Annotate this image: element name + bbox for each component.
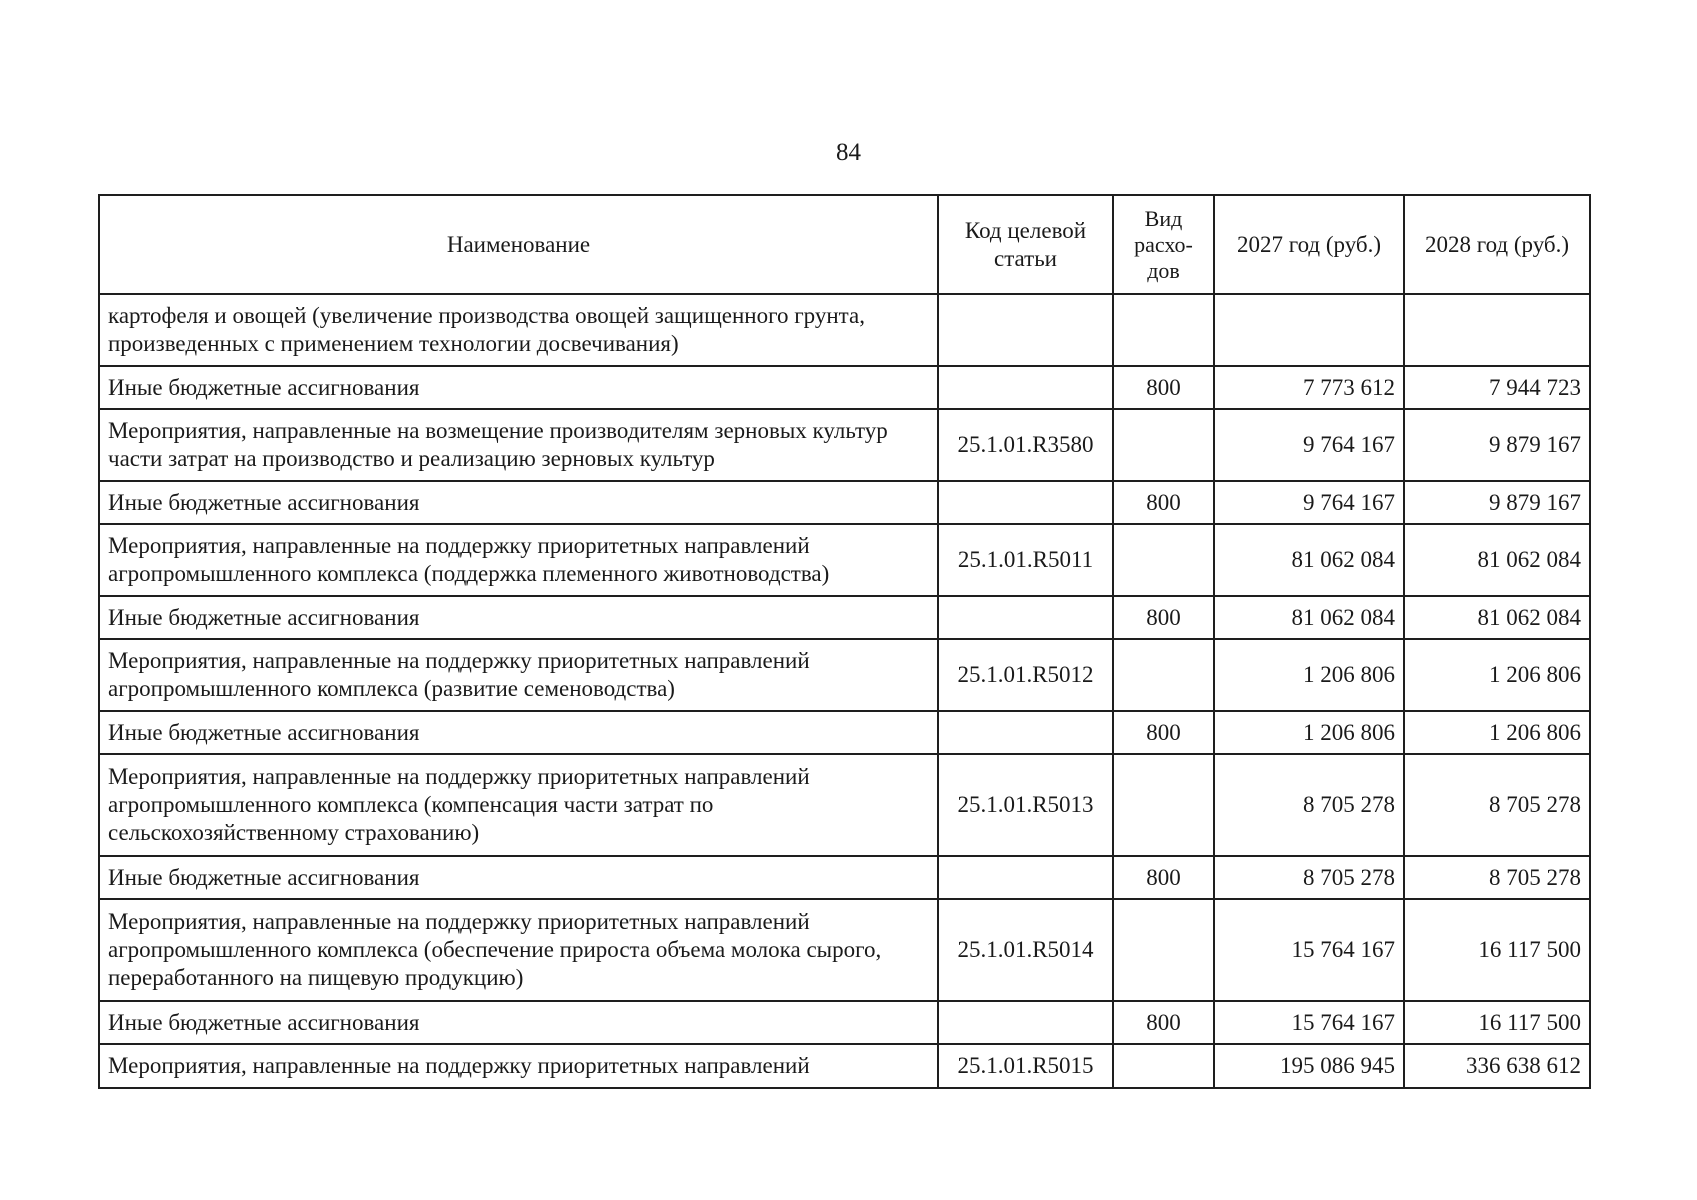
table-row bbox=[99, 481, 1590, 524]
row-name: Мероприятия, направленные на поддержку приоритетных направлений bbox=[99, 1044, 938, 1088]
row-2028: 8 705 278 bbox=[1404, 754, 1590, 856]
row-2027: 8 705 278 bbox=[1214, 754, 1404, 856]
table-row bbox=[99, 409, 1590, 481]
header-code: Код целевой статьи bbox=[938, 195, 1113, 294]
row-2027: 1 206 806 bbox=[1214, 639, 1404, 711]
row-name: Мероприятия, направленные на возмещение производителям зерновых культур части затрат на производство и реализацию зерновых культур bbox=[99, 409, 938, 481]
row-kind: 800 bbox=[1113, 856, 1214, 899]
row-name: Мероприятия, направленные на поддержку приоритетных направлений агропромышленного комплекса (обеспечение прироста объема молока сырого, переработанного на пищевую продукцию) bbox=[99, 899, 938, 1001]
table-row bbox=[99, 294, 1590, 366]
row-2028: 81 062 084 bbox=[1404, 596, 1590, 639]
row-code bbox=[938, 481, 1113, 524]
table-body bbox=[99, 294, 1590, 1088]
row-code: 25.1.01.R5013 bbox=[938, 754, 1113, 856]
row-kind: 800 bbox=[1113, 1001, 1214, 1044]
row-code bbox=[938, 366, 1113, 409]
row-name: Иные бюджетные ассигнования bbox=[99, 596, 938, 639]
row-name: Иные бюджетные ассигнования bbox=[99, 856, 938, 899]
row-2027: 8 705 278 bbox=[1214, 856, 1404, 899]
table-row bbox=[99, 754, 1590, 856]
row-code bbox=[938, 711, 1113, 754]
row-2027: 15 764 167 bbox=[1214, 1001, 1404, 1044]
row-kind: 800 bbox=[1113, 596, 1214, 639]
row-code: 25.1.01.R3580 bbox=[938, 409, 1113, 481]
row-kind: 800 bbox=[1113, 481, 1214, 524]
budget-table bbox=[98, 194, 1591, 1089]
row-2027: 81 062 084 bbox=[1214, 524, 1404, 596]
row-name: Иные бюджетные ассигнования bbox=[99, 711, 938, 754]
row-code bbox=[938, 1001, 1113, 1044]
row-2027: 9 764 167 bbox=[1214, 409, 1404, 481]
row-code bbox=[938, 294, 1113, 366]
row-kind bbox=[1113, 639, 1214, 711]
page-number: 84 bbox=[836, 139, 861, 166]
table-row bbox=[99, 711, 1590, 754]
row-2027: 7 773 612 bbox=[1214, 366, 1404, 409]
row-code: 25.1.01.R5012 bbox=[938, 639, 1113, 711]
row-2027 bbox=[1214, 294, 1404, 366]
row-2028: 81 062 084 bbox=[1404, 524, 1590, 596]
table-row bbox=[99, 524, 1590, 596]
row-kind bbox=[1113, 899, 1214, 1001]
row-2027: 81 062 084 bbox=[1214, 596, 1404, 639]
row-kind bbox=[1113, 524, 1214, 596]
row-2027: 9 764 167 bbox=[1214, 481, 1404, 524]
row-2028: 1 206 806 bbox=[1404, 639, 1590, 711]
row-code: 25.1.01.R5014 bbox=[938, 899, 1113, 1001]
row-kind: 800 bbox=[1113, 711, 1214, 754]
row-2028: 16 117 500 bbox=[1404, 1001, 1590, 1044]
row-2028: 7 944 723 bbox=[1404, 366, 1590, 409]
row-kind: 800 bbox=[1113, 366, 1214, 409]
row-2028: 336 638 612 bbox=[1404, 1044, 1590, 1088]
header-2028: 2028 год (руб.) bbox=[1404, 195, 1590, 294]
row-2028: 16 117 500 bbox=[1404, 899, 1590, 1001]
table-header bbox=[99, 195, 1590, 294]
row-name: Мероприятия, направленные на поддержку приоритетных направлений агропромышленного комплекса (поддержка племенного животноводства) bbox=[99, 524, 938, 596]
row-name: картофеля и овощей (увеличение производства овощей защищенного грунта, произведенных с применением технологии досвечивания) bbox=[99, 294, 938, 366]
table-row bbox=[99, 856, 1590, 899]
row-2027: 15 764 167 bbox=[1214, 899, 1404, 1001]
table-row bbox=[99, 366, 1590, 409]
table-row bbox=[99, 639, 1590, 711]
header-kind: Вид расхо-дов bbox=[1113, 195, 1214, 294]
row-kind bbox=[1113, 1044, 1214, 1088]
table-row bbox=[99, 1001, 1590, 1044]
row-2028: 8 705 278 bbox=[1404, 856, 1590, 899]
row-name: Мероприятия, направленные на поддержку приоритетных направлений агропромышленного комплекса (развитие семеноводства) bbox=[99, 639, 938, 711]
row-name: Мероприятия, направленные на поддержку приоритетных направлений агропромышленного комплекса (компенсация части затрат по сельскохозяйственному страхованию) bbox=[99, 754, 938, 856]
row-code: 25.1.01.R5011 bbox=[938, 524, 1113, 596]
row-2028 bbox=[1404, 294, 1590, 366]
row-2028: 9 879 167 bbox=[1404, 409, 1590, 481]
row-kind bbox=[1113, 409, 1214, 481]
row-code bbox=[938, 596, 1113, 639]
row-name: Иные бюджетные ассигнования bbox=[99, 366, 938, 409]
table-row bbox=[99, 596, 1590, 639]
header-name: Наименование bbox=[99, 195, 938, 294]
row-name: Иные бюджетные ассигнования bbox=[99, 481, 938, 524]
row-code: 25.1.01.R5015 bbox=[938, 1044, 1113, 1088]
row-2028: 1 206 806 bbox=[1404, 711, 1590, 754]
table-row bbox=[99, 1044, 1590, 1088]
row-code bbox=[938, 856, 1113, 899]
header-row bbox=[99, 195, 1590, 294]
row-name: Иные бюджетные ассигнования bbox=[99, 1001, 938, 1044]
row-2028: 9 879 167 bbox=[1404, 481, 1590, 524]
row-2027: 195 086 945 bbox=[1214, 1044, 1404, 1088]
header-2027: 2027 год (руб.) bbox=[1214, 195, 1404, 294]
row-kind bbox=[1113, 294, 1214, 366]
row-2027: 1 206 806 bbox=[1214, 711, 1404, 754]
row-kind bbox=[1113, 754, 1214, 856]
table-row bbox=[99, 899, 1590, 1001]
